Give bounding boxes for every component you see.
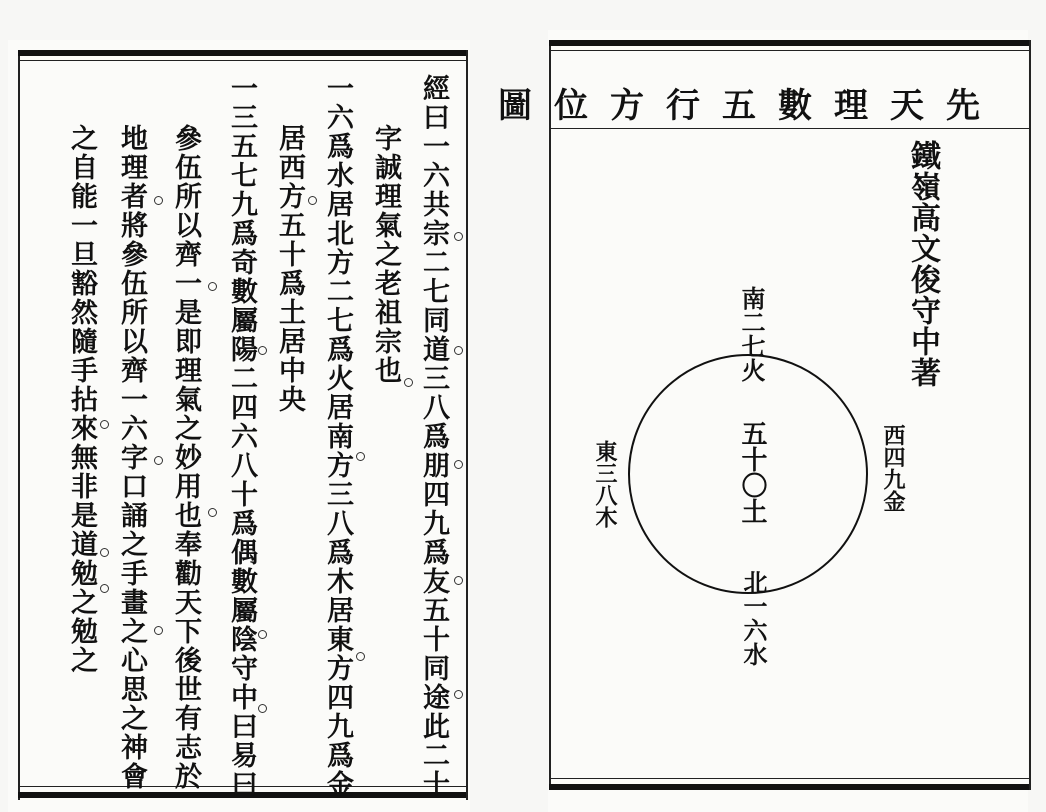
punctuation-mark — [454, 346, 463, 355]
north-label: 北一六水 — [739, 570, 768, 666]
left-top-rule — [18, 50, 466, 56]
punctuation-mark — [356, 452, 365, 461]
punctuation-mark — [356, 652, 365, 661]
text-column-2: 字誠理氣之老祖宗也 — [370, 124, 401, 385]
punctuation-mark — [258, 346, 267, 355]
text-column-7: 地理者將參伍所以齊一六字口誦之手畫之心思之神會 — [116, 124, 147, 791]
text-column-3: 一六爲水居北方二七爲火居南方三八爲木居東方四九爲金 — [322, 74, 353, 799]
punctuation-mark — [208, 282, 217, 291]
author-line: 鐵嶺高文俊守中著 — [905, 140, 940, 388]
punctuation-mark — [454, 576, 463, 585]
punctuation-mark — [258, 630, 267, 639]
punctuation-mark — [100, 548, 109, 557]
punctuation-mark — [154, 196, 163, 205]
punctuation-mark — [100, 584, 109, 593]
right-bottom-thin-rule — [549, 778, 1029, 779]
punctuation-mark — [454, 690, 463, 699]
punctuation-mark — [454, 460, 463, 469]
text-column-1: 經曰一六共宗二七同道三八爲朋四九爲友五十同途此二十 — [418, 74, 449, 799]
punctuation-mark — [100, 420, 109, 429]
east-label: 東三八木 — [592, 440, 618, 528]
right-top-thin-rule — [549, 50, 1029, 51]
punctuation-mark — [208, 508, 217, 517]
right-top-rule — [549, 40, 1029, 46]
left-top-thin-rule — [18, 60, 466, 61]
right-bottom-rule — [549, 784, 1029, 790]
diagram-title: 先天理數五行方位圖 — [498, 86, 1002, 126]
punctuation-mark — [454, 232, 463, 241]
south-label: 南二七火 — [737, 286, 766, 382]
punctuation-mark — [258, 704, 267, 713]
center-label: 五十〇土 — [737, 420, 767, 524]
punctuation-mark — [308, 196, 317, 205]
west-label: 西四九金 — [880, 424, 906, 512]
text-column-5: 一三五七九爲奇數屬陽二四六八十爲偶數屬陰守中曰易曰 — [226, 74, 257, 799]
text-column-4: 居西方五十爲土居中央 — [274, 124, 305, 414]
text-column-8: 之自能一旦豁然隨手拈來無非是道勉之勉之 — [66, 124, 97, 675]
punctuation-mark — [404, 378, 413, 387]
text-column-6: 參伍所以齊一是即理氣之妙用也奉勸天下後世有志於 — [170, 124, 201, 791]
punctuation-mark — [154, 626, 163, 635]
punctuation-mark — [154, 456, 163, 465]
title-underline — [549, 128, 1029, 129]
